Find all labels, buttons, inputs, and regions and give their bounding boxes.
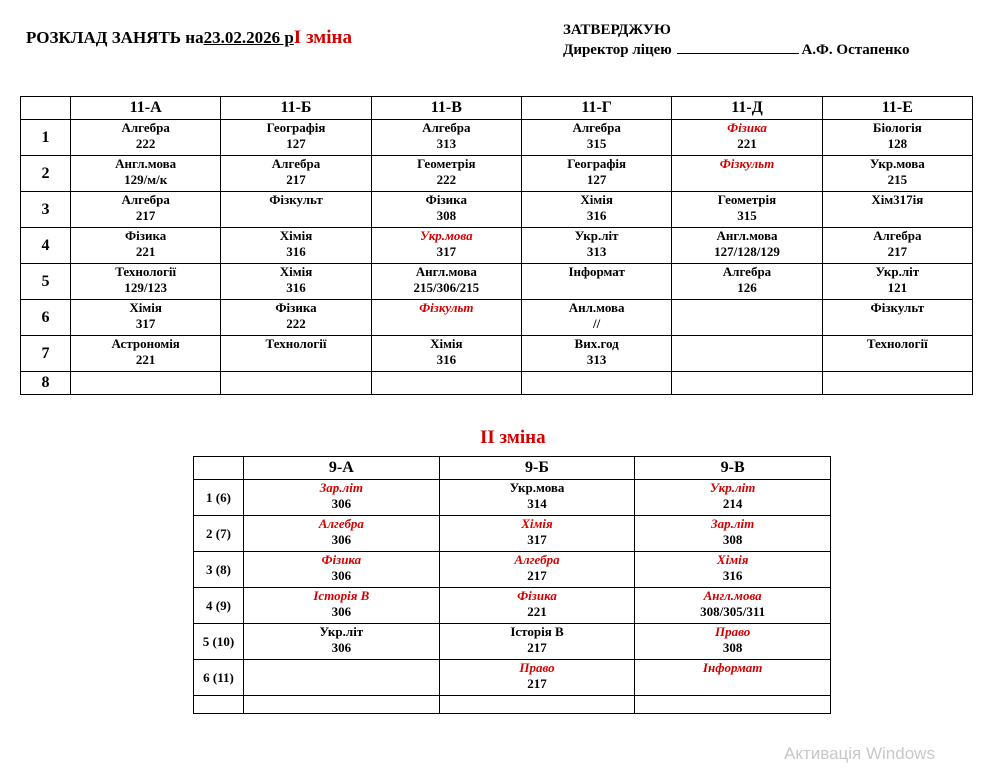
shift2-class-header: 9-А: [244, 457, 440, 480]
room-number: 217: [135, 208, 156, 223]
lesson-cell: [221, 192, 371, 228]
lesson-number: 5: [21, 264, 71, 300]
approve-label: ЗАТВЕРДЖУЮ: [563, 22, 671, 38]
room-number: 317: [436, 244, 457, 259]
room-number: 129/123: [124, 280, 167, 295]
table-row: [194, 480, 831, 516]
lesson-number: 4 (9): [194, 588, 244, 624]
lesson-cell: [439, 588, 635, 624]
room-number: 306: [331, 532, 352, 547]
lesson-cell: [521, 336, 671, 372]
lesson-cell: [71, 300, 221, 336]
lesson-cell: [635, 588, 831, 624]
shift2-header-row: [194, 457, 831, 480]
room-number: 126: [737, 280, 757, 295]
subject-name: Хімія: [716, 552, 749, 567]
lesson-cell: [672, 192, 822, 228]
lesson-cell: [71, 192, 221, 228]
lesson-cell: [71, 372, 221, 395]
subject-name: Технології: [866, 336, 928, 351]
lesson-cell: [244, 624, 440, 660]
subject-name: Алгебра: [572, 120, 621, 135]
lesson-number: [194, 696, 244, 714]
lesson-cell: [71, 336, 221, 372]
subject-name: Англ.мова: [115, 156, 177, 171]
lesson-cell: [521, 120, 671, 156]
room-number: 306: [331, 496, 352, 511]
lesson-cell: [371, 264, 521, 300]
lesson-number: 3: [21, 192, 71, 228]
subject-name: Англ.мова: [703, 588, 762, 603]
room-number: 222: [286, 316, 306, 331]
shift1-class-header: 11-Д: [672, 97, 822, 120]
lesson-cell: [439, 552, 635, 588]
lesson-cell: [635, 552, 831, 588]
room-number: 306: [331, 568, 352, 583]
table-row: [194, 552, 831, 588]
lesson-number: 7: [21, 336, 71, 372]
lesson-cell: [71, 264, 221, 300]
subject-name: Хімія: [279, 264, 313, 279]
lesson-cell: [71, 120, 221, 156]
windows-activation-watermark: Активація Windows: [784, 744, 935, 763]
lesson-cell: [521, 300, 671, 336]
subject-name: Фізкульт: [719, 156, 775, 171]
lesson-cell: [822, 372, 972, 395]
shift1-class-header: 11-А: [71, 97, 221, 120]
lesson-number: 6 (11): [194, 660, 244, 696]
table-row: [21, 192, 973, 228]
lesson-cell: [371, 156, 521, 192]
table-row: [21, 120, 973, 156]
room-number: 128: [887, 136, 908, 151]
room-number: 313: [586, 244, 607, 259]
subject-name: Біологія: [872, 120, 922, 135]
subject-name: Хімія: [580, 192, 613, 207]
shift1-header-row: [21, 97, 973, 120]
shift-label: І зміна: [293, 27, 352, 48]
lesson-cell: [672, 300, 822, 336]
lesson-cell: [221, 372, 371, 395]
subject-name: Алгебра: [271, 156, 321, 171]
room-number: 315: [737, 208, 757, 223]
lesson-cell: [244, 552, 440, 588]
lesson-cell: [439, 516, 635, 552]
room-number: 217: [527, 568, 547, 583]
subject-name: Інформат: [702, 660, 763, 675]
lesson-cell: [439, 480, 635, 516]
subject-name: Хімія: [430, 336, 463, 351]
room-number: 316: [286, 280, 306, 295]
subject-name: Географія: [266, 120, 326, 135]
lesson-cell: [371, 372, 521, 395]
subject-name: Укр.мова: [419, 228, 473, 243]
room-number: 315: [586, 136, 607, 151]
room-number: 314: [527, 496, 547, 511]
subject-name: Вих.год: [574, 336, 619, 351]
subject-name: Алгебра: [318, 516, 364, 531]
room-number: 306: [331, 604, 352, 619]
room-number: 313: [436, 136, 457, 151]
table-row: [194, 696, 831, 714]
lesson-cell: [672, 264, 822, 300]
shift1-class-header: 11-Г: [521, 97, 671, 120]
room-number: 316: [286, 244, 306, 259]
room-number: 313: [586, 352, 607, 367]
room-number: 214: [722, 496, 743, 511]
subject-name: Фізика: [321, 552, 362, 567]
subject-name: Право: [519, 660, 555, 675]
room-number: 121: [887, 280, 908, 295]
room-number: 217: [527, 676, 547, 691]
subject-name: Укр.літ: [574, 228, 619, 243]
room-number: 215/306/215: [413, 280, 480, 295]
subject-name: Хімія: [521, 516, 553, 531]
shift1-class-header: 11-Е: [822, 97, 972, 120]
lesson-cell: [221, 120, 371, 156]
room-number: 221: [135, 352, 156, 367]
lesson-number: 2: [21, 156, 71, 192]
subject-name: Інформат: [568, 264, 625, 279]
room-number: 308: [722, 532, 743, 547]
subject-name: Фізкульт: [870, 300, 925, 315]
signature-line: [677, 41, 799, 54]
room-number: //: [593, 316, 601, 331]
room-number: 127: [286, 136, 306, 151]
lesson-cell: [221, 228, 371, 264]
lesson-cell: [635, 696, 831, 714]
subject-name: Укр.мова: [869, 156, 925, 171]
table-row: [194, 660, 831, 696]
shift2-title: ІІ зміна: [480, 427, 546, 448]
lesson-cell: [635, 516, 831, 552]
subject-name: Фізика: [125, 228, 167, 243]
lesson-cell: [672, 336, 822, 372]
subject-name: Технології: [265, 336, 327, 351]
lesson-cell: [221, 300, 371, 336]
lesson-cell: [244, 660, 440, 696]
room-number: 127/128/129: [714, 244, 780, 259]
schedule-date: 23.02.2026 р: [203, 28, 294, 47]
room-number: 222: [135, 136, 156, 151]
subject-name: Історія В: [510, 624, 564, 639]
table-row: [21, 228, 973, 264]
shift1-corner-cell: [21, 97, 71, 120]
lesson-cell: [521, 156, 671, 192]
lesson-cell: [822, 120, 972, 156]
subject-name: Фізкульт: [419, 300, 474, 315]
lesson-number: 1 (6): [194, 480, 244, 516]
lesson-cell: [244, 480, 440, 516]
table-row: [194, 516, 831, 552]
subject-name: Алгебра: [121, 192, 170, 207]
subject-name: Астрономія: [111, 336, 180, 351]
room-number: 308: [436, 208, 457, 223]
lesson-cell: [822, 228, 972, 264]
lesson-cell: [822, 156, 972, 192]
table-row: [21, 300, 973, 336]
room-number: 221: [527, 604, 547, 619]
shift2-class-header: 9-В: [635, 457, 831, 480]
subject-name: Географія: [567, 156, 627, 171]
subject-name: Укр.літ: [875, 264, 920, 279]
shift2-corner-cell: [194, 457, 244, 480]
subject-name: Англ.мова: [716, 228, 778, 243]
lesson-cell: [521, 192, 671, 228]
subject-name: Фізкульт: [269, 192, 323, 207]
subject-name: Зар.літ: [711, 516, 755, 531]
subject-name: Англ.мова: [415, 264, 477, 279]
subject-name: Анл.мова: [568, 300, 625, 315]
subject-name: Алгебра: [422, 120, 471, 135]
subject-name: Геометрія: [717, 192, 777, 207]
lesson-cell: [244, 696, 440, 714]
lesson-cell: [672, 372, 822, 395]
subject-name: Фізика: [727, 120, 767, 135]
room-number: 221: [737, 136, 757, 151]
lesson-cell: [439, 696, 635, 714]
lesson-cell: [71, 156, 221, 192]
lesson-cell: [221, 264, 371, 300]
room-number: 306: [331, 640, 352, 655]
table-row: [21, 264, 973, 300]
table-row: [21, 156, 973, 192]
lesson-cell: [635, 624, 831, 660]
lesson-number: 1: [21, 120, 71, 156]
room-number: 221: [135, 244, 156, 259]
lesson-cell: [371, 336, 521, 372]
subject-name: Історія В: [313, 588, 370, 603]
lesson-number: 8: [21, 372, 71, 395]
lesson-number: 3 (8): [194, 552, 244, 588]
lesson-cell: [221, 156, 371, 192]
lesson-number: 4: [21, 228, 71, 264]
director-label: Директор ліцею: [563, 42, 672, 58]
lesson-cell: [822, 336, 972, 372]
director-name: А.Ф. Остапенко: [801, 42, 910, 58]
lesson-cell: [635, 660, 831, 696]
subject-name: Геометрія: [417, 156, 476, 171]
subject-name: Алгебра: [722, 264, 772, 279]
room-number: 317: [135, 316, 156, 331]
subject-name: Хім317ія: [871, 192, 924, 207]
room-number: 317: [527, 532, 547, 547]
subject-name: Хімія: [129, 300, 162, 315]
shift2-schedule-table: [193, 456, 831, 714]
room-number: 217: [527, 640, 547, 655]
room-number: 316: [436, 352, 457, 367]
lesson-cell: [822, 192, 972, 228]
lesson-cell: [822, 300, 972, 336]
lesson-cell: [672, 156, 822, 192]
lesson-cell: [371, 300, 521, 336]
room-number: 127: [586, 172, 607, 187]
room-number: 316: [586, 208, 607, 223]
subject-name: Право: [715, 624, 751, 639]
subject-name: Укр.літ: [709, 480, 756, 495]
lesson-cell: [371, 192, 521, 228]
lesson-cell: [71, 228, 221, 264]
title-prefix: РОЗКЛАД ЗАНЯТЬ на: [26, 28, 204, 47]
lesson-cell: [221, 336, 371, 372]
room-number: 316: [722, 568, 743, 583]
shift1-schedule-table: [20, 96, 973, 395]
subject-name: Зар.літ: [319, 480, 363, 495]
shift2-class-header: 9-Б: [439, 457, 635, 480]
lesson-cell: [672, 120, 822, 156]
director-line: [563, 40, 910, 60]
subject-name: Технології: [115, 264, 177, 279]
lesson-cell: [521, 264, 671, 300]
lesson-cell: [439, 660, 635, 696]
subject-name: Алгебра: [873, 228, 922, 243]
lesson-cell: [371, 228, 521, 264]
subject-name: Укр.мова: [509, 480, 565, 495]
subject-name: Фізика: [275, 300, 317, 315]
lesson-cell: [244, 588, 440, 624]
subject-name: Алгебра: [121, 120, 170, 135]
lesson-cell: [244, 516, 440, 552]
lesson-cell: [672, 228, 822, 264]
shift1-class-header: 11-Б: [221, 97, 371, 120]
approval-block: [563, 20, 910, 60]
page-title: [26, 27, 352, 49]
room-number: 308: [722, 640, 743, 655]
subject-name: Фізика: [517, 588, 557, 603]
room-number: 308/305/311: [700, 604, 766, 619]
table-row: [194, 624, 831, 660]
lesson-cell: [521, 228, 671, 264]
lesson-cell: [635, 480, 831, 516]
lesson-number: 6: [21, 300, 71, 336]
room-number: 217: [286, 172, 306, 187]
lesson-cell: [371, 120, 521, 156]
shift1-class-header: 11-В: [371, 97, 521, 120]
room-number: 217: [887, 244, 908, 259]
room-number: 129/м/к: [124, 172, 168, 187]
table-row: [21, 372, 973, 395]
subject-name: Хімія: [279, 228, 313, 243]
table-row: [194, 588, 831, 624]
subject-name: Фізика: [425, 192, 467, 207]
lesson-cell: [822, 264, 972, 300]
table-row: [21, 336, 973, 372]
lesson-number: 2 (7): [194, 516, 244, 552]
subject-name: Алгебра: [514, 552, 560, 567]
lesson-cell: [521, 372, 671, 395]
lesson-cell: [439, 624, 635, 660]
subject-name: Укр.літ: [319, 624, 364, 639]
room-number: 215: [887, 172, 908, 187]
lesson-number: 5 (10): [194, 624, 244, 660]
room-number: 222: [436, 172, 457, 187]
